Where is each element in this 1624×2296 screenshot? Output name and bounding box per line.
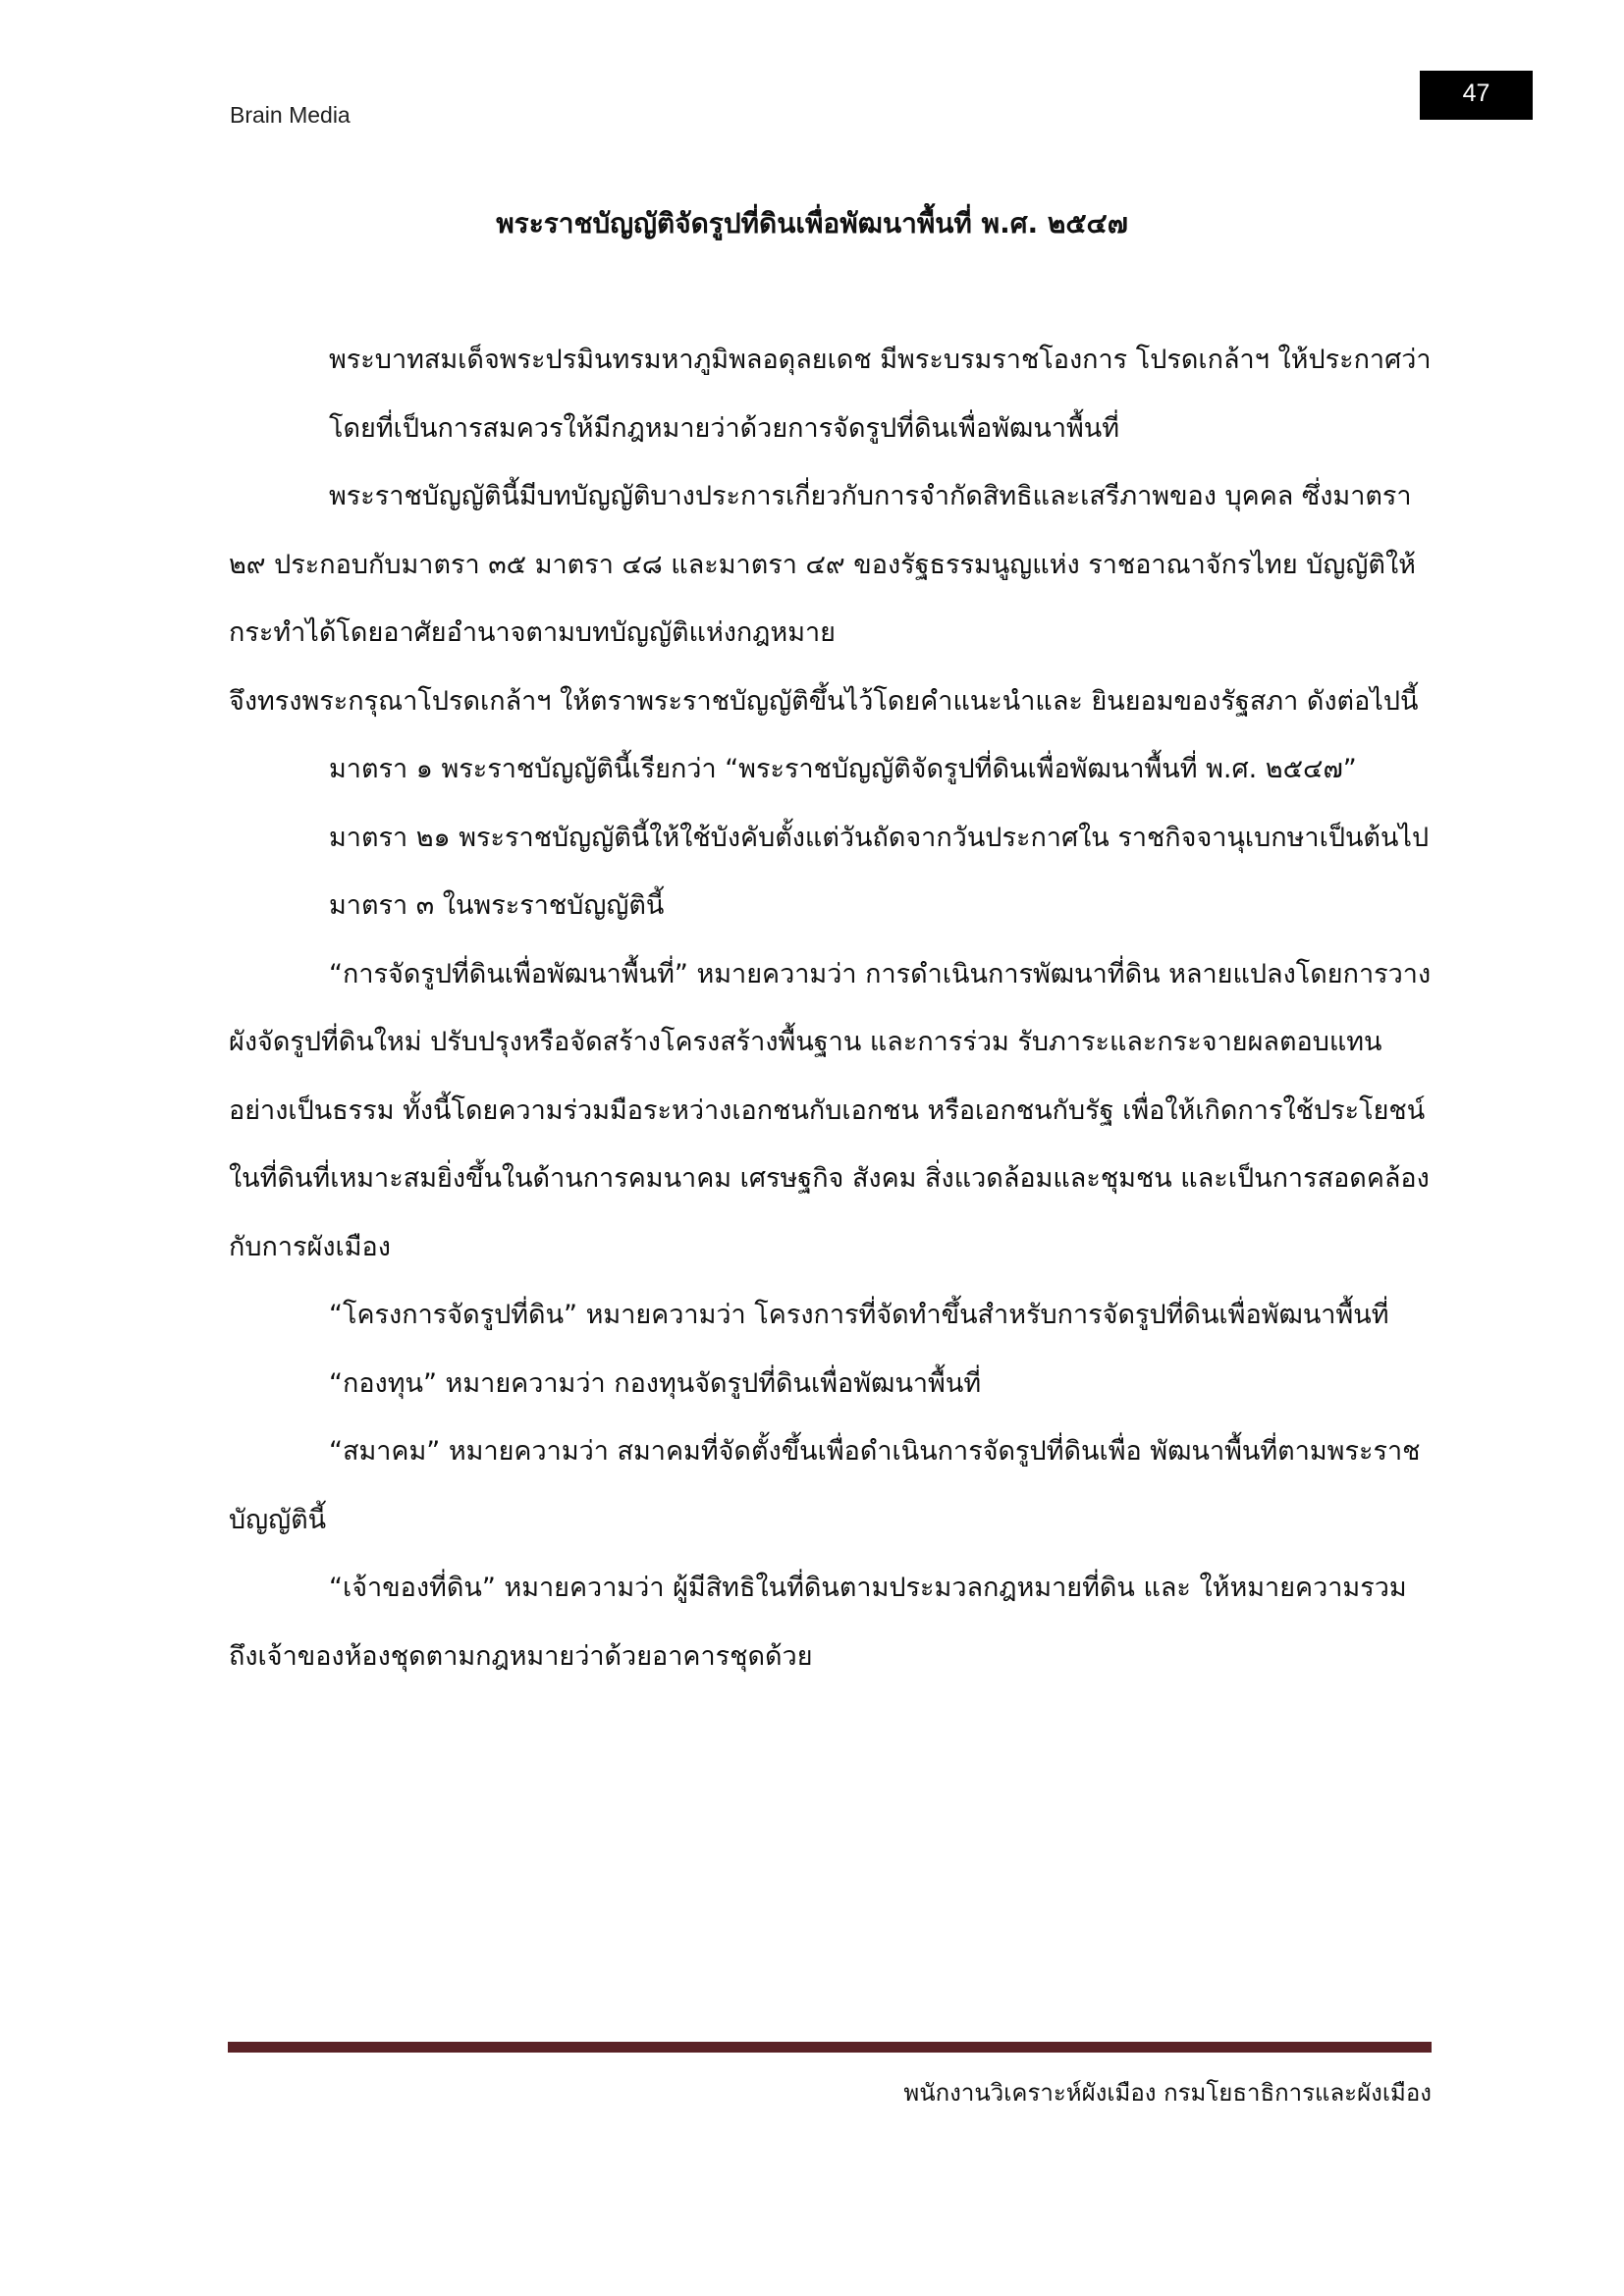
paragraph-section-1: มาตรา ๑ พระราชบัญญัตินี้เรียกว่า “พระราชบัญญัติจัดรูปที่ดินเพื่อพัฒนาพื้นที่ พ.ศ. ๒๕๔๗”	[329, 754, 1357, 784]
definition-fund: “กองทุน” หมายความว่า กองทุนจัดรูปที่ดินเพื่อพัฒนาพื้นที่	[329, 1367, 982, 1399]
definition-land-owner: “เจ้าของที่ดิน” หมายความว่า ผู้มีสิทธิในที่ดินตามประมวลกฎหมายที่ดิน และ ให้หมายความรวมถึงเจ้าของห้องชุดตามกฎหมายว่าด้วยอาคารชุดด้วย	[229, 1573, 1407, 1672]
definition-land-readjustment: “การจัดรูปที่ดินเพื่อพัฒนาพื้นที่” หมายความว่า การดำเนินการพัฒนาที่ดิน หลายแปลงโดยการวางผังจัดรูปที่ดินใหม่ ปรับปรุงหรือจัดสร้างโครงสร้างพื้นฐาน และการร่วม รับภาระและกระจายผลตอบแทนอย่างเป็นธรรม ทั้งนี้โดยความร่วมมือระหว่างเอกชนกับเอกชน หรือเอกชนกับรัฐ เพื่อให้เกิดการใช้ประโยชน์ในที่ดินที่เหมาะสมยิ่งขึ้นในด้านการคมนาคม เศรษฐกิจ สังคม สิ่งแวดล้อมและชุมชน และเป็นการสอดคล้องกับการผังเมือง	[229, 958, 1432, 1262]
publisher-label: Brain Media	[230, 102, 351, 128]
paragraph-enactment: จึงทรงพระกรุณาโปรดเกล้าฯ ให้ตราพระราชบัญญัติขึ้นไว้โดยคำแนะนำและ ยินยอมของรัฐสภา ดังต่อไปนี้	[229, 685, 1419, 717]
definition-association: “สมาคม” หมายความว่า สมาคมที่จัดตั้งขึ้นเพื่อดำเนินการจัดรูปที่ดินเพื่อ พัฒนาพื้นที่ตามพระราชบัญญัตินี้	[229, 1436, 1421, 1535]
footer-department: พนักงานวิเคราะห์ผังเมือง กรมโยธาธิการและผังเมือง	[903, 2079, 1432, 2107]
paragraph-section-2: มาตรา ๒๑ พระราชบัญญัตินี้ให้ใช้บังคับตั้งแต่วันถัดจากวันประกาศใน ราชกิจจานุเบกษาเป็นต้นไป	[329, 822, 1430, 853]
paragraph-section-3: มาตรา ๓ ในพระราชบัญญัตินี้	[329, 890, 665, 921]
document-title: พระราชบัญญัติจัดรูปที่ดินเพื่อพัฒนาพื้นที่ พ.ศ. ๒๕๔๗	[496, 207, 1128, 240]
definition-project: “โครงการจัดรูปที่ดิน” หมายความว่า โครงการที่จัดทำขึ้นสำหรับการจัดรูปที่ดินเพื่อพัฒนาพื้นที่	[329, 1300, 1389, 1330]
paragraph-rationale: โดยที่เป็นการสมควรให้มีกฎหมายว่าด้วยการจัดรูปที่ดินเพื่อพัฒนาพื้นที่	[329, 412, 1120, 444]
document-body	[229, 326, 1432, 1690]
paragraph-constitution-reference: พระราชบัญญัตินี้มีบทบัญญัติบางประการเกี่ยวกับการจำกัดสิทธิและเสรีภาพของ บุคคล ซึ่งมาตรา ๒๙ ประกอบกับมาตรา ๓๕ มาตรา ๔๘ และมาตรา ๔๙ ของรัฐธรรมนูญแห่ง ราชอาณาจักรไทย บัญญัติให้กระทำได้โดยอาศัยอำนาจตามบทบัญญัติแห่งกฎหมาย	[229, 481, 1416, 648]
footer-rule	[228, 2042, 1432, 2053]
paragraph-proclamation: พระบาทสมเด็จพระปรมินทรมหาภูมิพลอดุลยเดช มีพระบรมราชโองการ โปรดเกล้าฯ ให้ประกาศว่า	[329, 345, 1432, 375]
page-number-badge: 47	[1420, 71, 1533, 120]
